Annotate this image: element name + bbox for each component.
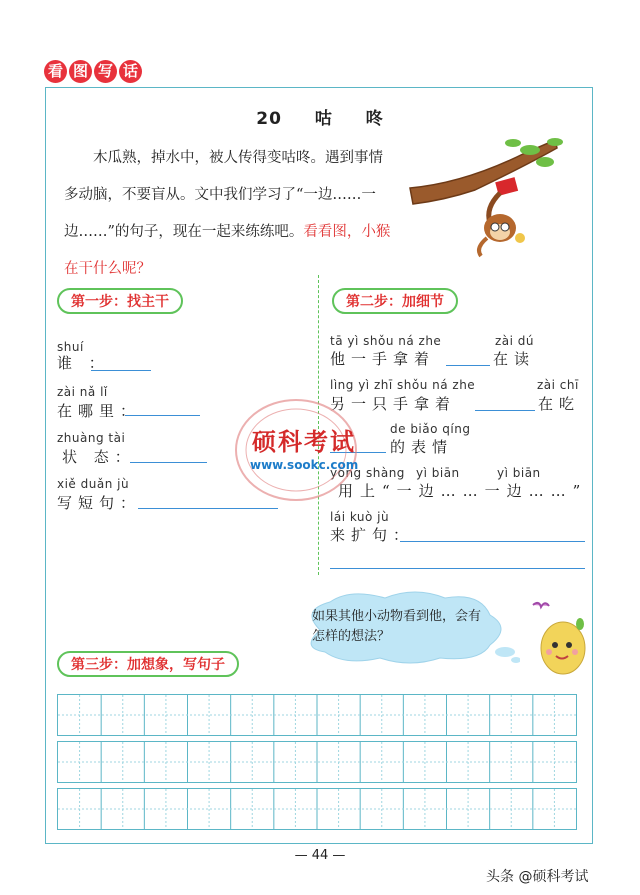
watermark-url: www.sookc.com [250,458,359,472]
badge-char: 话 [119,60,142,83]
writing-grid-row[interactable] [57,788,577,830]
header-badge [44,60,142,83]
step2-hanzi: 他一手拿着 [330,350,436,368]
step2-pinyin: de biǎo qíng [390,422,471,436]
footer-credit: 头条 @硕科考试 [486,869,589,885]
step2-hanzi: 在吃 [538,395,581,413]
writing-grid-row[interactable] [57,741,577,783]
lesson-title [0,104,640,129]
step2-pinyin: yì biān [497,466,541,480]
step2-label: 第二步：加细节 [332,288,458,314]
intro-text: 木瓜熟，掉水中，被人传得变咕咚。遇到事情多动脑，不要盲从。文中我们学习了“一边……一边……”的句子，现在一起来练练吧。 [64,150,383,240]
step2-pinyin: tā yì shǒu ná zhe [330,334,442,348]
answer-line[interactable] [125,414,200,416]
step1-pinyin: xiě duǎn jù [57,477,130,491]
badge-char: 写 [94,60,117,83]
step1-pinyin: zài nǎ lǐ [57,385,108,399]
step2-hanzi: 另一只手拿着 [330,395,457,413]
answer-line[interactable] [138,507,278,509]
step1-hanzi: 状 态： [62,448,136,466]
step2-pinyin: zài chī [537,378,579,392]
lesson-title-a: 咕 [314,109,333,129]
step2-pinyin: zài dú [495,334,535,348]
answer-line[interactable] [91,369,151,371]
step2-pinyin: lìng yì zhī shǒu ná zhe [330,378,476,392]
step2-hanzi: 用上“一边……一边……” [338,482,588,500]
intro-red-text: 看看图，小猴在干什么呢？ [64,224,391,277]
writing-grid-row[interactable] [57,694,577,736]
lesson-title-b: 咚 [365,109,384,129]
step1-pinyin: zhuàng tài [57,431,126,445]
step2-hanzi: 在读 [493,350,536,368]
step2-hanzi: 来扩句： [330,526,415,544]
cloud-text: 如果其他小动物看到他，会有怎样的想法？ [312,609,482,644]
page-number: — 44 — [294,848,346,863]
step2-pinyin: yì biān [416,466,460,480]
answer-line[interactable] [475,409,535,411]
lesson-number: 20 [256,109,282,129]
answer-line[interactable] [130,461,207,463]
step2-pinyin: yòng shàng [330,466,405,480]
step1-pinyin: shuí [57,340,84,354]
step2-hanzi: 的表情 [390,438,454,456]
step1-hanzi: 在哪里： [57,402,142,420]
step1-hanzi: 谁 ： [57,354,110,372]
step1-label: 第一步：找主干 [57,288,183,314]
answer-line[interactable] [330,567,585,569]
watermark-text: 硕科考试 [252,428,356,456]
intro-paragraph [64,140,394,288]
step2-pinyin: lái kuò jù [330,510,390,524]
step1-hanzi: 写短句： [57,494,142,512]
monkey-branch-illustration [405,128,565,260]
step3-label: 第三步：加想象，写句子 [57,651,239,677]
badge-char: 图 [69,60,92,83]
answer-line[interactable] [446,364,490,366]
pear-character-illustration [525,600,587,678]
badge-char: 看 [44,60,67,83]
answer-line[interactable] [400,540,585,542]
